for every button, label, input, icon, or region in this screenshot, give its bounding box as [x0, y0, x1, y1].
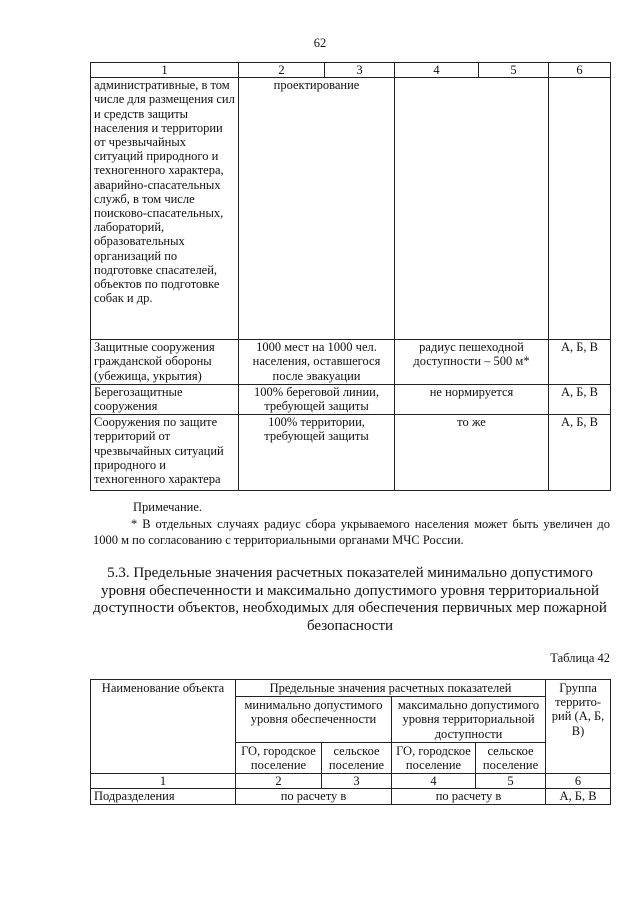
header-go: ГО, городское поселение	[392, 742, 476, 773]
table-label: Таблица 42	[550, 651, 610, 665]
header-group: Группа террито-рий (А, Б, В)	[546, 680, 611, 774]
group-cell: А, Б, В	[549, 415, 611, 491]
group-cell: А, Б, В	[549, 340, 611, 385]
provision-cell: проектирование	[239, 78, 395, 340]
col-number: 5	[476, 774, 546, 789]
object-name-cell: Подразделения	[91, 789, 236, 804]
accessibility-cell	[395, 78, 549, 340]
col-number: 2	[236, 774, 322, 789]
section-title: 5.3. Предельные значения расчетных показателей минимально допустимого уровня обеспеченности и максимально допустимого уровня территориальной доступности объектов, необходимых для обеспечения первичных мер пожарной безопасности	[93, 565, 607, 634]
provision-cell: 100% береговой линии, требующей защиты	[239, 385, 395, 415]
col-number: 5	[479, 63, 549, 78]
note-text: * В отдельных случаях радиус сбора укрываемого населения может быть увеличен до 1000 м по согласованию с территориальными органами МЧС России.	[93, 517, 610, 547]
note-title: Примечание.	[133, 500, 203, 514]
col-number: 3	[325, 63, 395, 78]
header-limits: Предельные значения расчетных показателей	[236, 680, 546, 697]
table-row	[91, 789, 611, 804]
col-number: 4	[395, 63, 479, 78]
col-number: 2	[239, 63, 325, 78]
header-go: ГО, городское поселение	[236, 742, 322, 773]
object-name-cell: административные, в том числе для размещения сил и средств защиты населения и территории от чрезвычайных ситуаций природного и техногенного характера, аварийно-спасательных служб, в том числе поисково-спасательных, лабораторий, образовательных организаций по подготовке спасателей, объектов по подготовке собак и др.	[91, 78, 239, 340]
header-object-name: Наименование объекта	[91, 680, 236, 774]
col-number: 6	[549, 63, 611, 78]
table-row	[91, 340, 611, 385]
provision-cell: 1000 мест на 1000 чел. населения, оставшегося после эвакуации	[239, 340, 395, 385]
column-number-row	[91, 774, 611, 789]
col-number: 4	[392, 774, 476, 789]
col-number: 1	[91, 774, 236, 789]
col-number: 3	[322, 774, 392, 789]
table-continued	[90, 62, 611, 491]
accessibility-cell: не нормируется	[395, 385, 549, 415]
header-rural: сельское поселение	[476, 742, 546, 773]
header-row	[91, 680, 611, 697]
object-name-cell: Сооружения по защите территорий от чрезвычайных ситуаций природного и техногенного характера	[91, 415, 239, 491]
header-max-accessibility: максимально допустимого уровня территориальной доступности	[392, 697, 546, 743]
table-row	[91, 415, 611, 491]
object-name-cell: Защитные сооружения гражданской обороны (убежища, укрытия)	[91, 340, 239, 385]
column-number-row	[91, 63, 611, 78]
header-min-provision: минимально допустимого уровня обеспеченности	[236, 697, 392, 743]
col-number: 1	[91, 63, 239, 78]
table-42	[90, 679, 611, 805]
page-number: 62	[313, 36, 327, 50]
table-row	[91, 385, 611, 415]
group-cell: А, Б, В	[549, 385, 611, 415]
group-cell: А, Б, В	[546, 789, 611, 804]
object-name-cell: Берегозащитные сооружения	[91, 385, 239, 415]
accessibility-cell: радиус пешеходной доступности – 500 м*	[395, 340, 549, 385]
group-cell	[549, 78, 611, 340]
table-row	[91, 78, 611, 340]
col-number: 6	[546, 774, 611, 789]
header-rural: сельское поселение	[322, 742, 392, 773]
accessibility-cell: по расчету в	[392, 789, 546, 804]
provision-cell: 100% территории, требующей защиты	[239, 415, 395, 491]
accessibility-cell: то же	[395, 415, 549, 491]
provision-cell: по расчету в	[236, 789, 392, 804]
